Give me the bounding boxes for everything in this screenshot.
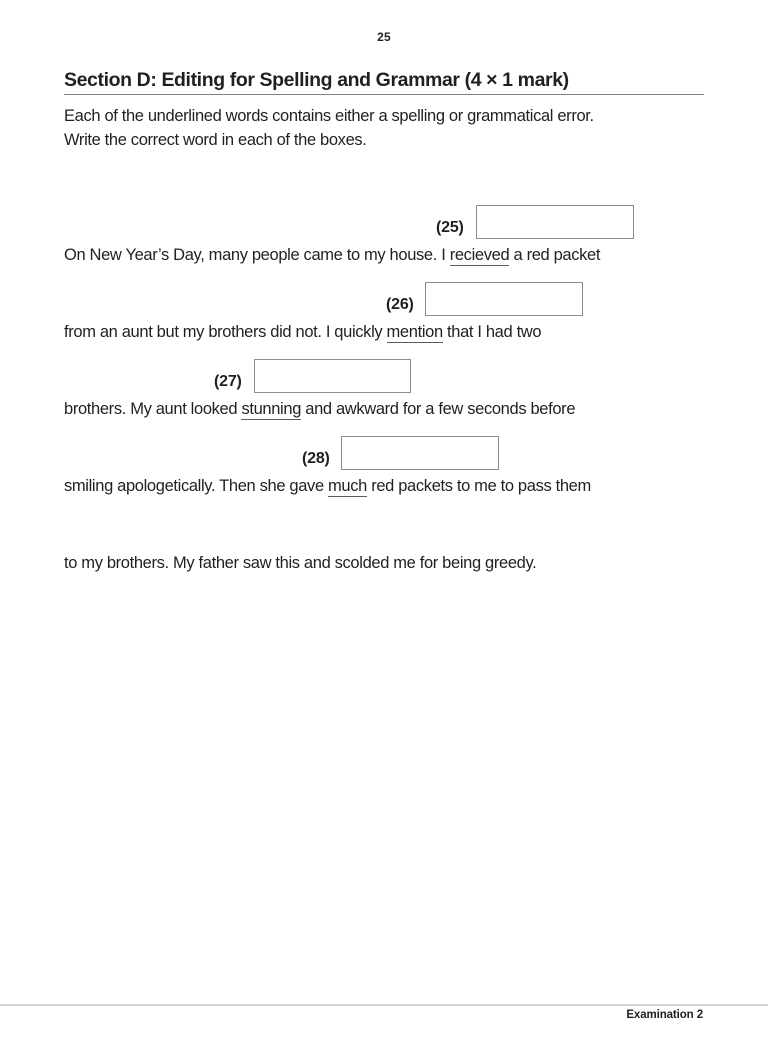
title-divider: [64, 94, 704, 95]
passage-text: that I had two: [442, 323, 542, 341]
answer-box-27[interactable]: [254, 359, 411, 393]
passage-line-5: to my brothers. My father saw this and scolded me for being greedy.: [64, 554, 537, 572]
passage-text: brothers. My aunt looked: [64, 400, 242, 418]
question-label-27: (27): [214, 373, 242, 390]
underlined-word-26: mention: [386, 323, 443, 341]
passage-text: smiling apologetically. Then she gave: [64, 477, 329, 495]
answer-box-25[interactable]: [476, 205, 634, 239]
page-number: 25: [377, 30, 391, 44]
underlined-word-28: much: [328, 477, 367, 495]
question-label-28: (28): [302, 450, 330, 467]
footer-divider: [0, 1004, 768, 1006]
footer-exam-label: Examination 2: [626, 1009, 703, 1021]
passage-line-4: [64, 476, 591, 496]
instruction-line-1: Each of the underlined words contains either a spelling or grammatical error.: [64, 107, 594, 125]
answer-box-26[interactable]: [425, 282, 583, 316]
instructions: [64, 104, 594, 152]
passage-line-2: [64, 322, 541, 342]
passage-text: a red packet: [509, 246, 601, 264]
passage-line-1: [64, 245, 600, 265]
passage-text: from an aunt but my brothers did not. I quickly: [64, 323, 387, 341]
underlined-word-27: stunning: [241, 400, 302, 418]
question-label-25: (25): [436, 219, 464, 236]
section-title: Section D: Editing for Spelling and Grammar (4 × 1 mark): [64, 69, 569, 91]
passage-text: red packets to me to pass them: [366, 477, 591, 495]
passage-text: and awkward for a few seconds before: [301, 400, 576, 418]
passage-line-3: [64, 399, 575, 419]
instruction-line-2: Write the correct word in each of the boxes.: [64, 131, 367, 149]
underlined-word-25: recieved: [449, 246, 510, 264]
question-label-26: (26): [386, 296, 414, 313]
passage-text: On New Year’s Day, many people came to my house. I: [64, 246, 450, 264]
answer-box-28[interactable]: [341, 436, 499, 470]
